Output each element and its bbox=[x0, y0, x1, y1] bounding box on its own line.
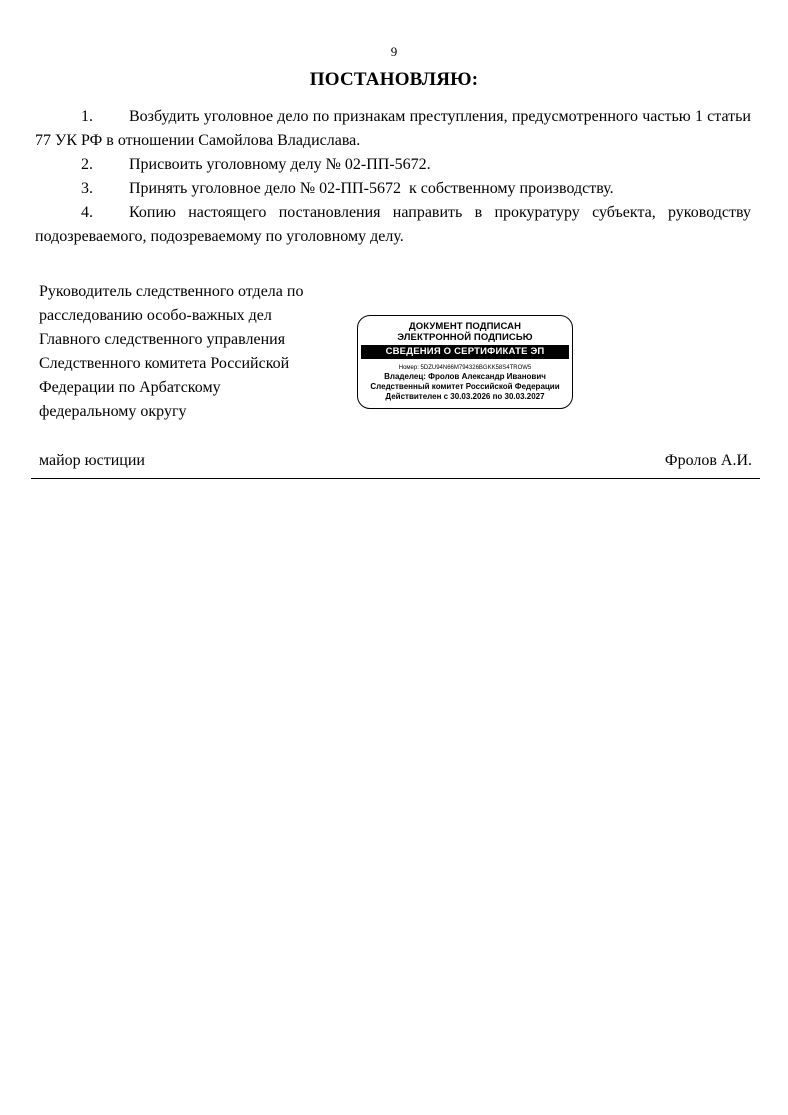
signatory-position-line: Следственного комитета Российской bbox=[39, 355, 290, 372]
decree-item-number: 4. bbox=[81, 204, 93, 221]
stamp-owner: Владелец: Фролов Александр Иванович bbox=[384, 372, 546, 381]
decree-item-text: Присвоить уголовному делу № 02-ПП-5672. bbox=[129, 156, 431, 173]
stamp-title bbox=[358, 321, 572, 343]
stamp-organization: Следственный комитет Российской Федерации bbox=[370, 382, 560, 391]
decree-item bbox=[35, 153, 751, 177]
stamp-certificate-band: СВЕДЕНИЯ О СЕРТИФИКАТЕ ЭП bbox=[361, 345, 569, 359]
decree-item-text: Копию настоящего постановления направить в прокуратуру субъекта, руководству подозреваемого, подозреваемому по уголовному делу. bbox=[35, 204, 751, 245]
signatory-position-line: Федерации по Арбатскому bbox=[39, 379, 221, 396]
decree-item-text: Принять уголовное дело № 02-ПП-5672 к собственному производству. bbox=[129, 180, 614, 197]
page-number: 9 bbox=[390, 44, 398, 59]
stamp-certificate-number: Номер: 5DZU94N66M794326BGKK58S4TROW5 bbox=[398, 365, 532, 371]
signatory-position-line: расследованию особо-важных дел bbox=[39, 307, 272, 324]
signatory-position-line: федеральному округу bbox=[39, 403, 187, 420]
decree-item bbox=[35, 177, 751, 201]
decree-item-number: 2. bbox=[81, 156, 93, 173]
decree-item-number: 3. bbox=[81, 180, 93, 197]
signatory-position-line: Руководитель следственного отдела по bbox=[39, 283, 304, 300]
decree-item bbox=[35, 201, 751, 249]
decree-heading: ПОСТАНОВЛЯЮ: bbox=[309, 69, 479, 90]
signatory-position-line: Главного следственного управления bbox=[39, 331, 286, 348]
stamp-title-line: ЭЛЕКТРОННОЙ ПОДПИСЬЮ bbox=[397, 332, 533, 343]
signatory-position bbox=[39, 280, 339, 424]
signature-divider bbox=[31, 478, 760, 479]
decree-items-list bbox=[35, 105, 751, 249]
decree-item-text: Возбудить уголовное дело по признакам преступления, предусмотренного частью 1 статьи 77 УК РФ в отношении Самойлова Владислава. bbox=[35, 108, 751, 149]
stamp-title-line: ДОКУМЕНТ ПОДПИСАН bbox=[408, 321, 522, 332]
electronic-signature-stamp bbox=[357, 315, 573, 409]
decree-item bbox=[35, 105, 751, 153]
decree-item-number: 1. bbox=[81, 108, 93, 125]
stamp-validity: Действителен с 30.03.2026 по 30.03.2027 bbox=[385, 392, 545, 401]
signatory-name: Фролов А.И. bbox=[664, 452, 752, 469]
signatory-rank: майор юстиции bbox=[39, 452, 145, 469]
